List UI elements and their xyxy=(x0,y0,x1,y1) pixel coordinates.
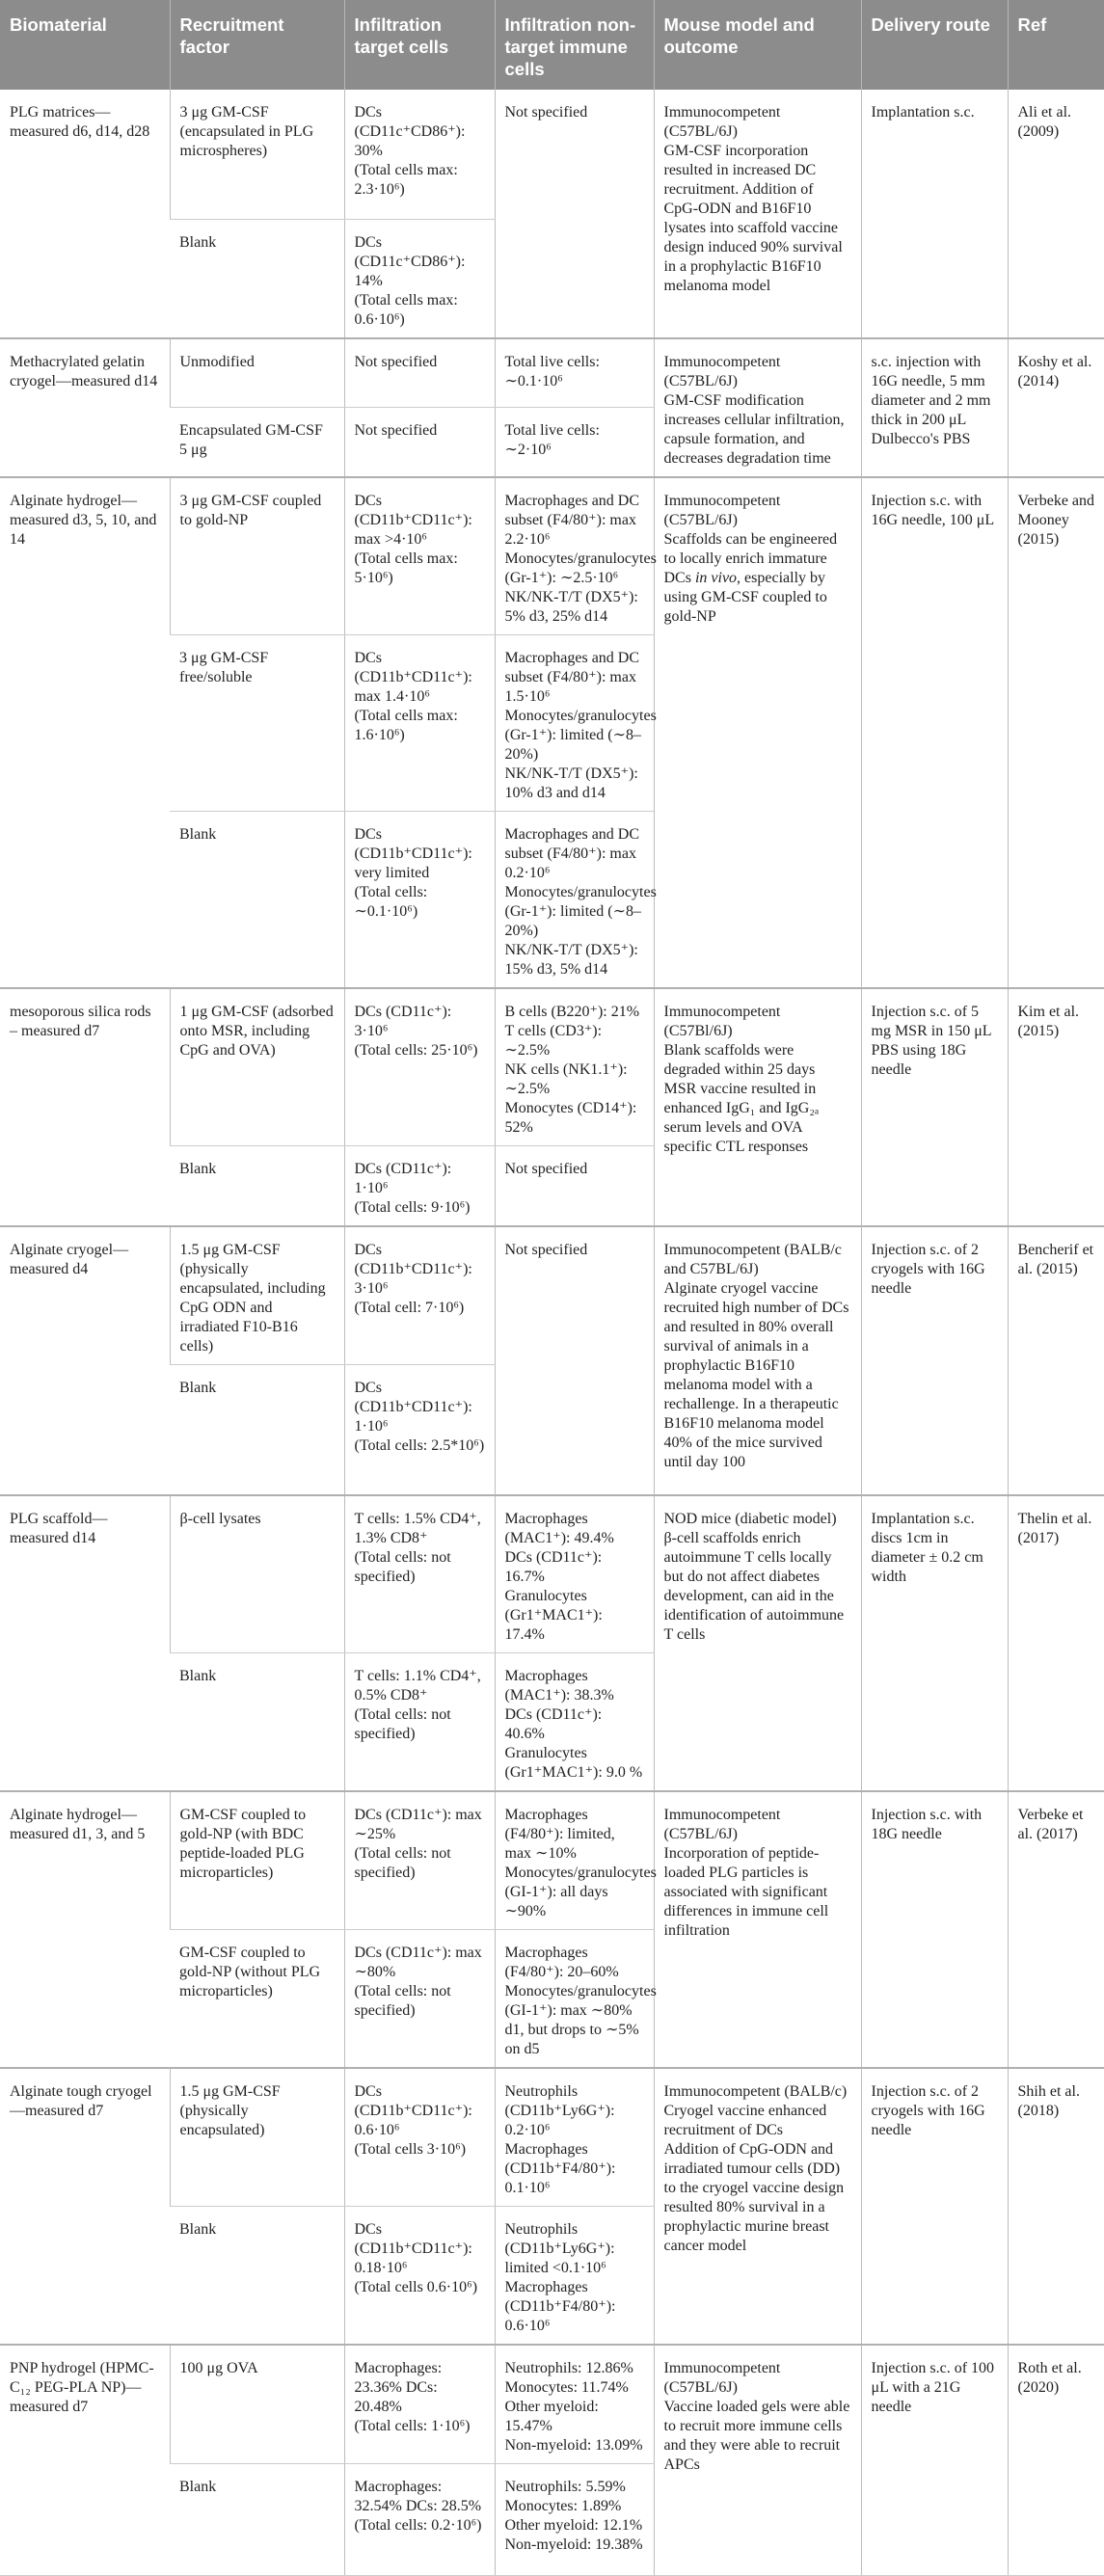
ref-cell: Thelin et al. (2017) xyxy=(1008,1495,1104,1791)
recruitment-factor-cell: GM-CSF coupled to gold-NP (without PLG microparticles) xyxy=(170,1930,344,2069)
recruitment-factor-cell: GM-CSF coupled to gold-NP (with BDC peptide-loaded PLG microparticles) xyxy=(170,1791,344,1930)
header-mouse-model-outcome: Mouse model and outcome xyxy=(654,0,861,90)
target-cells-cell: DCs (CD11b⁺CD11c⁺): max >4·10⁶ (Total cells max: 5·10⁶) xyxy=(344,477,495,635)
biomaterial-cell: PNP hydrogel (HPMC-C₁₂ PEG-PLA NP)—measured d7 xyxy=(0,2345,170,2576)
target-cells-cell: DCs (CD11c⁺): 1·10⁶ (Total cells: 9·10⁶) xyxy=(344,1145,495,1226)
nontarget-cells-cell: Macrophages (F4/80⁺): limited, max ∼10% Monocytes/granulocytes (GI-1⁺): all days ∼90% xyxy=(495,1791,654,1930)
table-row xyxy=(0,2345,1104,2464)
nontarget-cells-cell: B cells (B220⁺): 21% T cells (CD3⁺): ∼2.5% NK cells (NK1.1⁺): ∼2.5% Monocytes (CD14⁺): 52% xyxy=(495,988,654,1146)
recruitment-factor-cell: Blank xyxy=(170,1653,344,1792)
delivery-route-cell: Injection s.c. with 18G needle xyxy=(861,1791,1008,2068)
table-row xyxy=(0,2068,1104,2207)
biomaterial-cell: Alginate hydrogel—measured d3, 5, 10, and 14 xyxy=(0,477,170,988)
target-cells-cell: DCs (CD11c⁺): max ∼80% (Total cells: not specified) xyxy=(344,1930,495,2069)
ref-cell: Ali et al. (2009) xyxy=(1008,90,1104,338)
table-row xyxy=(0,338,1104,408)
recruitment-factor-cell: 1 μg GM-CSF (adsorbed onto MSR, including CpG and OVA) xyxy=(170,988,344,1146)
delivery-route-cell: Injection s.c. of 2 cryogels with 16G needle xyxy=(861,1226,1008,1496)
biomaterial-cell: Alginate cryogel—measured d4 xyxy=(0,1226,170,1496)
target-cells-cell: DCs (CD11b⁺CD11c⁺): 3·10⁶ (Total cell: 7·10⁶) xyxy=(344,1226,495,1365)
biomaterial-cell: mesoporous silica rods – measured d7 xyxy=(0,988,170,1226)
biomaterial-cell: Alginate tough cryogel—measured d7 xyxy=(0,2068,170,2345)
outcome-cell: Immunocompetent (C57BL/6J) Vaccine loaded gels were able to recruit more immune cells and they were able to recruit APCs xyxy=(654,2345,861,2576)
ref-cell: Kim et al. (2015) xyxy=(1008,988,1104,1226)
target-cells-cell: Macrophages: 32.54% DCs: 28.5% (Total cells: 0.2·10⁶) xyxy=(344,2464,495,2576)
table-row xyxy=(0,477,1104,635)
target-cells-cell: DCs (CD11c⁺CD86⁺): 30% (Total cells max: 2.3·10⁶) xyxy=(344,90,495,219)
ref-cell: Shih et al. (2018) xyxy=(1008,2068,1104,2345)
recruitment-factor-cell: Unmodified xyxy=(170,338,344,408)
ref-cell: Verbeke and Mooney (2015) xyxy=(1008,477,1104,988)
target-cells-cell: DCs (CD11c⁺): 3·10⁶ (Total cells: 25·10⁶) xyxy=(344,988,495,1146)
target-cells-cell: DCs (CD11b⁺CD11c⁺): max 1.4·10⁶ (Total cells max: 1.6·10⁶) xyxy=(344,634,495,811)
delivery-route-cell: s.c. injection with 16G needle, 5 mm diameter and 2 mm thick in 200 μL Dulbecco's PBS xyxy=(861,338,1008,477)
delivery-route-cell: Injection s.c. with 16G needle, 100 μL xyxy=(861,477,1008,988)
recruitment-factor-cell: 100 μg OVA xyxy=(170,2345,344,2464)
outcome-cell: NOD mice (diabetic model) β-cell scaffolds enrich autoimmune T cells locally but do not affect diabetes development, can aid in the identification of autoimmune T cells xyxy=(654,1495,861,1791)
delivery-route-cell: Injection s.c. of 5 mg MSR in 150 μL PBS using 18G needle xyxy=(861,988,1008,1226)
nontarget-cells-cell: Neutrophils (CD11b⁺Ly6G⁺): 0.2·10⁶ Macrophages (CD11b⁺F4/80⁺): 0.1·10⁶ xyxy=(495,2068,654,2207)
recruitment-factor-cell: Blank xyxy=(170,219,344,338)
table-row xyxy=(0,1226,1104,1365)
recruitment-factor-cell: 1.5 μg GM-CSF (physically encapsulated) xyxy=(170,2068,344,2207)
nontarget-cells-cell: Not specified xyxy=(495,1226,654,1496)
recruitment-factor-cell: Blank xyxy=(170,2207,344,2346)
ref-cell: Bencherif et al. (2015) xyxy=(1008,1226,1104,1496)
target-cells-cell: DCs (CD11c⁺): max ∼25% (Total cells: not specified) xyxy=(344,1791,495,1930)
outcome-line: Immunocompetent (C57BL/6J) xyxy=(663,492,781,528)
recruitment-factor-cell: 3 μg GM-CSF coupled to gold-NP xyxy=(170,477,344,635)
nontarget-cells-cell: Not specified xyxy=(495,90,654,338)
outcome-cell: Immunocompetent (C57Bl/6J) Blank scaffolds were degraded within 25 days MSR vaccine resulted in enhanced IgG₁ and IgG₂ₐ serum levels and OVA specific CTL responses xyxy=(654,988,861,1226)
target-cells-cell: DCs (CD11b⁺CD11c⁺): very limited (Total cells: ∼0.1·10⁶) xyxy=(344,811,495,988)
biomaterial-cell: Alginate hydrogel—measured d1, 3, and 5 xyxy=(0,1791,170,2068)
header-nontarget-cells: Infiltration non-target immune cells xyxy=(495,0,654,90)
header-recruitment-factor: Recruitment factor xyxy=(170,0,344,90)
recruitment-factor-cell: Blank xyxy=(170,2464,344,2576)
target-cells-cell: DCs (CD11c⁺CD86⁺): 14% (Total cells max: 0.6·10⁶) xyxy=(344,219,495,338)
delivery-route-cell: Implantation s.c. discs 1cm in diameter ± 0.2 cm width xyxy=(861,1495,1008,1791)
recruitment-factor-cell: 3 μg GM-CSF (encapsulated in PLG microspheres) xyxy=(170,90,344,219)
header-target-cells: Infiltration target cells xyxy=(344,0,495,90)
target-cells-cell: DCs (CD11b⁺CD11c⁺): 1·10⁶ (Total cells: 2.5*10⁶) xyxy=(344,1364,495,1495)
recruitment-factor-cell: Blank xyxy=(170,1145,344,1226)
outcome-cell: Immunocompetent (C57BL/6J) Scaffolds can be engineered to locally enrich immature DCs in vivo, especially by using GM-CSF coupled to gold-NP xyxy=(654,477,861,988)
table-row xyxy=(0,1791,1104,1930)
table-header-row xyxy=(0,0,1104,90)
header-ref: Ref xyxy=(1008,0,1104,90)
delivery-route-cell: Injection s.c. of 2 cryogels with 16G needle xyxy=(861,2068,1008,2345)
nontarget-cells-cell: Macrophages (MAC1⁺): 49.4% DCs (CD11c⁺): 16.7% Granulocytes (Gr1⁺MAC1⁺): 17.4% xyxy=(495,1495,654,1653)
outcome-cell: Immunocompetent (C57BL/6J) GM-CSF incorporation resulted in increased DC recruitment. Addition of CpG-ODN and B16F10 lysates into scaffold vaccine design induced 90% survival in a prophylactic B16F10 melanoma model xyxy=(654,90,861,338)
ref-cell: Roth et al. (2020) xyxy=(1008,2345,1104,2576)
ref-cell: Verbeke et al. (2017) xyxy=(1008,1791,1104,2068)
target-cells-cell: DCs (CD11b⁺CD11c⁺): 0.6·10⁶ (Total cells 3·10⁶) xyxy=(344,2068,495,2207)
nontarget-cells-cell: Macrophages and DC subset (F4/80⁺): max 2.2·10⁶ Monocytes/granulocytes (Gr-1⁺): ∼2.5·10⁶ NK/NK-T/T (DX5⁺): 5% d3, 25% d14 xyxy=(495,477,654,635)
nontarget-cells-cell: Macrophages (F4/80⁺): 20–60% Monocytes/granulocytes (GI-1⁺): max ∼80% d1, but drops to ∼5% on d5 xyxy=(495,1930,654,2069)
nontarget-cells-cell: Total live cells: ∼2·10⁶ xyxy=(495,407,654,476)
recruitment-factor-cell: Blank xyxy=(170,1364,344,1495)
recruitment-factor-cell: Encapsulated GM-CSF 5 μg xyxy=(170,407,344,476)
nontarget-cells-cell: Not specified xyxy=(495,1145,654,1226)
table-row xyxy=(0,988,1104,1146)
recruitment-factor-cell: Blank xyxy=(170,811,344,988)
outcome-cell: Immunocompetent (C57BL/6J) Incorporation of peptide-loaded PLG particles is associated with significant differences in immune cell infiltration xyxy=(654,1791,861,2068)
biomaterial-cell: PLG scaffold—measured d14 xyxy=(0,1495,170,1791)
target-cells-cell: Macrophages: 23.36% DCs: 20.48% (Total cells: 1·10⁶) xyxy=(344,2345,495,2464)
nontarget-cells-cell: Macrophages (MAC1⁺): 38.3% DCs (CD11c⁺): 40.6% Granulocytes (Gr1⁺MAC1⁺): 9.0 % xyxy=(495,1653,654,1792)
target-cells-cell: T cells: 1.1% CD4⁺, 0.5% CD8⁺ (Total cells: not specified) xyxy=(344,1653,495,1792)
table-row xyxy=(0,1495,1104,1653)
table-row xyxy=(0,90,1104,219)
nontarget-cells-cell: Total live cells: ∼0.1·10⁶ xyxy=(495,338,654,408)
outcome-cell: Immunocompetent (C57BL/6J) GM-CSF modification increases cellular infiltration, capsule formation, and decreases degradation time xyxy=(654,338,861,477)
biomaterial-cell: PLG matrices—measured d6, d14, d28 xyxy=(0,90,170,338)
target-cells-cell: Not specified xyxy=(344,407,495,476)
recruitment-factor-cell: 1.5 μg GM-CSF (physically encapsulated, including CpG ODN and irradiated F10-B16 cells) xyxy=(170,1226,344,1365)
delivery-route-cell: Injection s.c. of 100 μL with a 21G needle xyxy=(861,2345,1008,2576)
ref-cell: Koshy et al. (2014) xyxy=(1008,338,1104,477)
delivery-route-cell: Implantation s.c. xyxy=(861,90,1008,338)
biomaterial-cell: Methacrylated gelatin cryogel—measured d14 xyxy=(0,338,170,477)
nontarget-cells-cell: Neutrophils: 5.59% Monocytes: 1.89% Other myeloid: 12.1% Non-myeloid: 19.38% xyxy=(495,2464,654,2576)
target-cells-cell: T cells: 1.5% CD4⁺, 1.3% CD8⁺ (Total cells: not specified) xyxy=(344,1495,495,1653)
outcome-cell: Immunocompetent (BALB/c and C57BL/6J) Alginate cryogel vaccine recruited high number of DCs and resulted in 80% overall survival of animals in a prophylactic B16F10 melanoma model with a rechallenge. In a therapeutic B16F10 melanoma model 40% of the mice survived until day 100 xyxy=(654,1226,861,1496)
outcome-cell: Immunocompetent (BALB/c) Cryogel vaccine enhanced recruitment of DCs Addition of CpG-ODN and irradiated tumour cells (DD) to the cryogel vaccine design resulted 80% survival in a prophylactic murine breast cancer model xyxy=(654,2068,861,2345)
header-delivery-route: Delivery route xyxy=(861,0,1008,90)
recruitment-factor-cell: 3 μg GM-CSF free/soluble xyxy=(170,634,344,811)
header-biomaterial: Biomaterial xyxy=(0,0,170,90)
target-cells-cell: Not specified xyxy=(344,338,495,408)
nontarget-cells-cell: Neutrophils: 12.86% Monocytes: 11.74% Other myeloid: 15.47% Non-myeloid: 13.09% xyxy=(495,2345,654,2464)
nontarget-cells-cell: Macrophages and DC subset (F4/80⁺): max 0.2·10⁶ Monocytes/granulocytes (Gr-1⁺): limited (∼8–20%) NK/NK-T/T (DX5⁺): 15% d3, 5% d14 xyxy=(495,811,654,988)
recruitment-factor-cell: β-cell lysates xyxy=(170,1495,344,1653)
nontarget-cells-cell: Macrophages and DC subset (F4/80⁺): max 1.5·10⁶ Monocytes/granulocytes (Gr-1⁺): limited (∼8–20%) NK/NK-T/T (DX5⁺): 10% d3 and d14 xyxy=(495,634,654,811)
nontarget-cells-cell: Neutrophils (CD11b⁺Ly6G⁺): limited <0.1·10⁶ Macrophages (CD11b⁺F4/80⁺): 0.6·10⁶ xyxy=(495,2207,654,2346)
target-cells-cell: DCs (CD11b⁺CD11c⁺): 0.18·10⁶ (Total cells 0.6·10⁶) xyxy=(344,2207,495,2346)
